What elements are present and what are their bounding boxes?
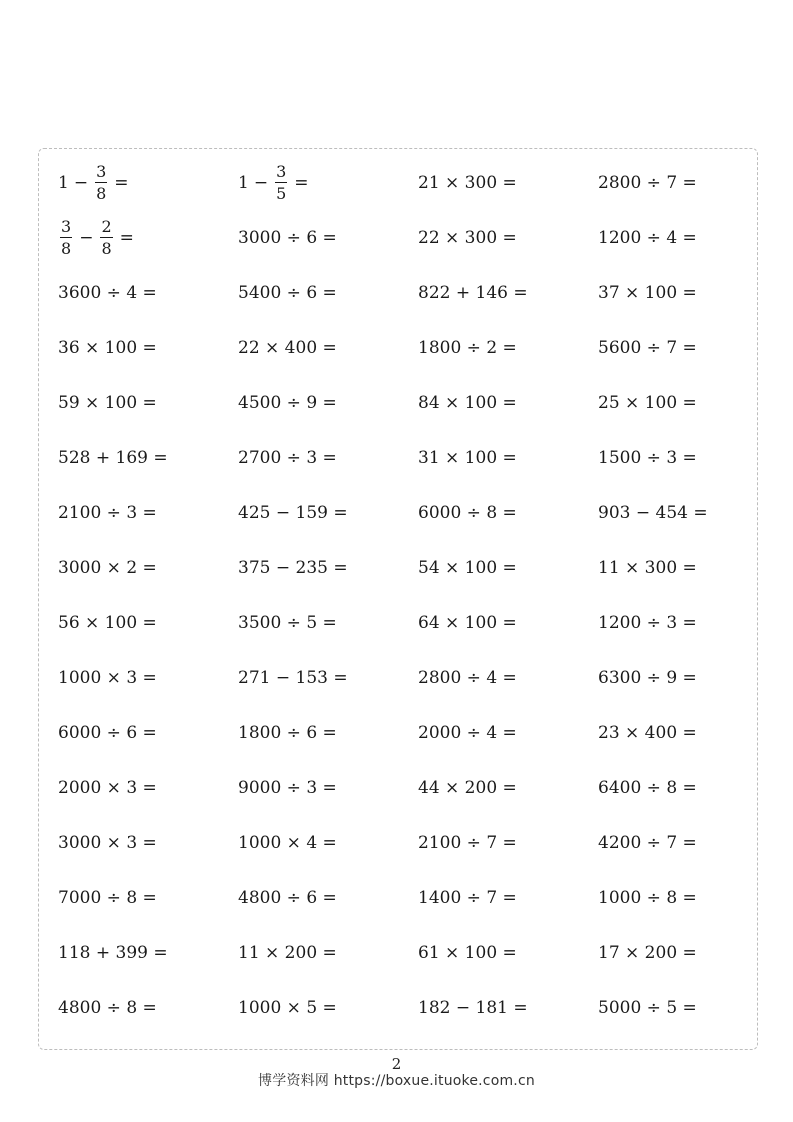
math-problem: 3000 ÷ 6 = [238, 228, 337, 248]
fraction-denominator: 5 [276, 184, 287, 203]
fraction-numerator: 3 [96, 162, 107, 181]
math-problem [58, 163, 134, 203]
math-problem: 31 × 100 = [418, 448, 517, 468]
math-problem: 2800 ÷ 4 = [418, 668, 517, 688]
math-problem [238, 163, 314, 203]
fraction [60, 219, 72, 257]
math-problem: 4800 ÷ 8 = [58, 998, 157, 1018]
math-problem: 61 × 100 = [418, 943, 517, 963]
fraction-denominator: 8 [61, 239, 72, 258]
fraction-numerator: 2 [101, 217, 112, 236]
math-problem: 56 × 100 = [58, 613, 157, 633]
problem-operand: 1 [58, 173, 69, 193]
math-problem: 7000 ÷ 8 = [58, 888, 157, 908]
math-problem: 9000 ÷ 3 = [238, 778, 337, 798]
math-problem: 6000 ÷ 6 = [58, 723, 157, 743]
math-problem: 4500 ÷ 9 = [238, 393, 337, 413]
fraction-numerator: 3 [61, 217, 72, 236]
math-problem: 903 − 454 = [598, 503, 708, 523]
math-problem: 36 × 100 = [58, 338, 157, 358]
math-problem: 84 × 100 = [418, 393, 517, 413]
problem-operator: − [79, 228, 94, 248]
fraction [95, 164, 107, 202]
math-problem: 1800 ÷ 2 = [418, 338, 517, 358]
math-problem: 1200 ÷ 3 = [598, 613, 697, 633]
math-problem: 1000 × 5 = [238, 998, 337, 1018]
math-problem: 6300 ÷ 9 = [598, 668, 697, 688]
math-problem: 11 × 300 = [598, 558, 697, 578]
math-problem: 2000 ÷ 4 = [418, 723, 517, 743]
math-problem: 3000 × 3 = [58, 833, 157, 853]
math-problem: 2100 ÷ 3 = [58, 503, 157, 523]
math-problem: 59 × 100 = [58, 393, 157, 413]
math-problem: 822 + 146 = [418, 283, 528, 303]
math-problem: 3000 × 2 = [58, 558, 157, 578]
math-problem: 17 × 200 = [598, 943, 697, 963]
math-problem: 182 − 181 = [418, 998, 528, 1018]
problem-equals: = [119, 228, 134, 248]
math-problem: 271 − 153 = [238, 668, 348, 688]
math-problem: 21 × 300 = [418, 173, 517, 193]
fraction [100, 219, 112, 257]
math-problem: 1000 × 4 = [238, 833, 337, 853]
math-problem: 2100 ÷ 7 = [418, 833, 517, 853]
math-problem: 22 × 300 = [418, 228, 517, 248]
math-problem: 375 − 235 = [238, 558, 348, 578]
math-problem: 528 + 169 = [58, 448, 168, 468]
fraction-numerator: 3 [276, 162, 287, 181]
fraction-denominator: 8 [101, 239, 112, 258]
math-problem: 3600 ÷ 4 = [58, 283, 157, 303]
problem-equals: = [114, 173, 129, 193]
math-problem: 5000 ÷ 5 = [598, 998, 697, 1018]
math-problem: 1500 ÷ 3 = [598, 448, 697, 468]
footer-source-link[interactable]: 博学资料网 https://boxue.ituoke.com.cn [258, 1073, 535, 1089]
math-problem: 425 − 159 = [238, 503, 348, 523]
math-problem: 2700 ÷ 3 = [238, 448, 337, 468]
math-problem: 1000 ÷ 8 = [598, 888, 697, 908]
math-problem: 44 × 200 = [418, 778, 517, 798]
math-problem: 2000 × 3 = [58, 778, 157, 798]
math-problem: 6000 ÷ 8 = [418, 503, 517, 523]
problem-operand: 1 [238, 173, 249, 193]
math-problem [58, 218, 139, 258]
math-problem: 5600 ÷ 7 = [598, 338, 697, 358]
math-problem: 2800 ÷ 7 = [598, 173, 697, 193]
math-problem: 5400 ÷ 6 = [238, 283, 337, 303]
math-problem: 6400 ÷ 8 = [598, 778, 697, 798]
problem-operator: − [253, 173, 269, 193]
math-problem: 54 × 100 = [418, 558, 517, 578]
math-problem: 1200 ÷ 4 = [598, 228, 697, 248]
math-problem: 1800 ÷ 6 = [238, 723, 337, 743]
math-problem: 4800 ÷ 6 = [238, 888, 337, 908]
fraction-denominator: 8 [96, 184, 107, 203]
math-problem: 37 × 100 = [598, 283, 697, 303]
math-problem: 22 × 400 = [238, 338, 337, 358]
math-problem: 1000 × 3 = [58, 668, 157, 688]
math-problem: 23 × 400 = [598, 723, 697, 743]
fraction [275, 164, 287, 202]
math-problem: 118 + 399 = [58, 943, 168, 963]
math-problem: 11 × 200 = [238, 943, 337, 963]
math-problem: 25 × 100 = [598, 393, 697, 413]
math-problem: 1400 ÷ 7 = [418, 888, 517, 908]
math-problem: 64 × 100 = [418, 613, 517, 633]
problem-equals: = [294, 173, 309, 193]
page-number: 2 [391, 1055, 402, 1073]
math-problem: 4200 ÷ 7 = [598, 833, 697, 853]
problem-operator: − [73, 173, 89, 193]
math-problem: 3500 ÷ 5 = [238, 613, 337, 633]
